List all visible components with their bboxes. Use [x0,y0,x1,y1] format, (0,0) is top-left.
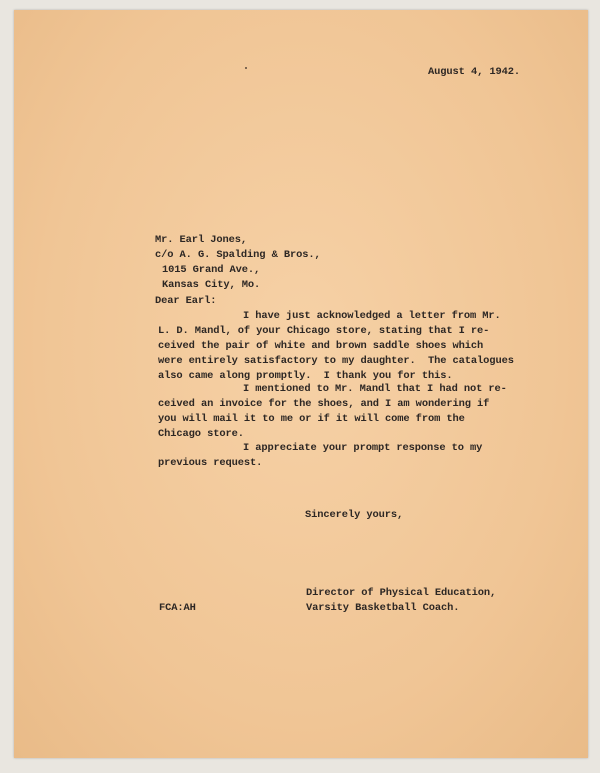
body-line: I appreciate your prompt response to my [243,442,483,454]
paragraph-3 [158,441,482,471]
address-line: Mr. Earl Jones, [155,234,248,246]
paragraph-2 [158,382,507,442]
paragraph-1 [158,309,514,384]
address-line: 1015 Grand Ave., [162,264,261,276]
body-line: I mentioned to Mr. Mandl that I had not re- [243,383,507,395]
letter-date: August 4, 1942. [428,66,521,78]
signature-title: Director of Physical Education, [306,587,497,599]
closing: Sincerely yours, [305,509,404,521]
inside-address [155,233,321,293]
address-line: c/o A. G. Spalding & Bros., [155,249,321,261]
body-line: ceived an invoice for the shoes, and I am wondering if [158,398,490,410]
body-line: you will mail it to me or if it will come from the [158,413,465,425]
body-line: were entirely satisfactory to my daughter. The catalogues [158,355,514,367]
signature-title: Varsity Basketball Coach. [306,602,460,614]
body-line: L. D. Mandl, of your Chicago store, stating that I re- [158,325,490,337]
paper-speck [245,67,247,69]
letter-page [14,10,588,758]
body-line: also came along promptly. I thank you for this. [158,370,453,382]
body-line: Chicago store. [158,428,244,440]
body-line: ceived the pair of white and brown saddle shoes which [158,340,484,352]
signature-block [306,586,496,616]
salutation: Dear Earl: [155,295,217,307]
address-line: Kansas City, Mo. [162,279,261,291]
body-line: previous request. [158,457,263,469]
body-line: I have just acknowledged a letter from Mr. [243,310,501,322]
reference-initials: FCA:AH [159,602,196,614]
